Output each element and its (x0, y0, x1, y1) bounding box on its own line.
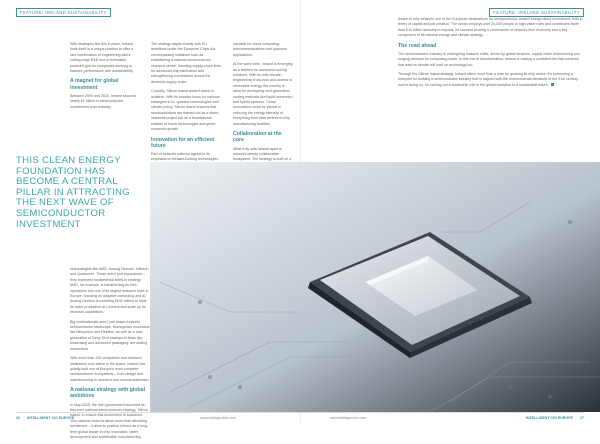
lower-heading: A national strategy with global ambitions (70, 387, 146, 400)
page-number-left: 26 (16, 416, 20, 420)
cpu-chip-photo (150, 162, 600, 412)
col1-heading: A magnet for global investment (70, 78, 119, 91)
column-lower (70, 267, 150, 444)
brand-left: INTELLIGENT CIO EUROPE (27, 416, 75, 420)
column-4 (398, 17, 584, 92)
article-end-icon (551, 83, 554, 86)
page-number-right: 27 (580, 416, 584, 420)
footer-url-left: www.intelligentcio.com (200, 416, 237, 420)
brand-right: INTELLIGENT CIO EUROPE (525, 416, 573, 420)
lower-paragraph-4: In May 2025, the Irish government launched its first-ever national semiconductor strategy, Silicon Island, to ensure this momentum is sustained. This national vision is about more than attracting investment – it aims to position Ireland as a long-term global leader in chip innovation, talent development and sustainable manufacturing. (70, 402, 149, 439)
col4-paragraph-2: The semiconductor industry is undergoing massive shifts, driven by global tensions, supply chain restructuring and surging demand for computing power. In this era of transformation, Ireland is making a confident bet that countries that lead on climate will lead on technology too. (398, 51, 580, 67)
col3-paragraph-1: valuable for cloud computing, telecommunications and quantum applications. (233, 42, 287, 57)
col4-heading: The road ahead (398, 42, 437, 49)
col4-paragraph-1: lesson in why Ireland’s one of the European destinations for semiconductor-related foreign direct investment, both in terms of capital and job creation. The sector employs over 20,000 people in high-value roles and contributes more than €16 billion annually to exports. Its success proving a cornerstone of Ireland’s tech economy and a key component of its national energy and climate strategy. (398, 17, 583, 38)
col2-paragraph-3: Part of Ireland’s national appeal is its emphasis on forward-looking technologies (151, 151, 219, 162)
lower-paragraph-1: heavyweights like AMD, Analog Devices, Infineon and Qualcomm. These aren’t just expansions – they represent fundamental shifts in strategy. AMD, for example, is transforming its Irish operations into one of its largest research hubs in Europe, focusing on adaptive computing and AI. Analog Devices is investing €630 million to triple its wafer production at Limerick and scale up its research capabilities. (70, 267, 149, 315)
col3-paragraph-2: At the same time, Ireland is emerging as a testbed for advanced cooling solutions. With its mild climate, engineering know-how and access to renewable energy, the country is ideal for developing next-generation cooling methods like liquid immersion and hybrid systems. These innovations could be pivotal in reducing the energy intensity of everything from data centres to chip manufacturing facilities. (233, 62, 293, 126)
lower-paragraph-3: With more than 130 companies and research institutions now active in the space, Ireland has quietly built one of Europe’s most complete semiconductor ecosystems – from design and manufacturing to research and commercialisation. (70, 356, 150, 382)
col3-heading: Collaboration at the core (233, 131, 282, 144)
column-1 (70, 42, 136, 114)
footer-rule (16, 412, 584, 413)
footer-left (16, 416, 74, 420)
section-tag-left: FEATURE: IRELAND SUSTAINABILITY (16, 8, 111, 17)
col1-paragraph-1: With strategies like this in place, Ireland finds itself in a unique position to offer a rare combination of engineering talent, cutting-edge R&D and a renewable-powered grid for companies seeking to balance performance with sustainability. (70, 42, 134, 74)
col2-heading: Innovation for an efficient future (151, 136, 215, 149)
pull-quote: THIS CLEAN ENERGY FOUNDATION HAS BECOME A CENTRAL PILLAR IN ATTRACTING THE NEXT WAVE OF SEMICONDUCTOR INVESTMENT (16, 155, 131, 230)
footer-right (526, 416, 584, 420)
lower-paragraph-2: Big multinationals aren’t just drawn Ireland’s semiconductor landscape. Homegrown innovators like Mbryonics and Fieldfisk, as well as a new generation of Deep Tech startups in fields like biosensing and advanced packaging, are adding momentum. (70, 319, 150, 351)
col4-paragraph-3-text: Through the Silicon Island strategy, Ireland offers more than a plan for growing its chip sector. It’s presenting a blueprint for building a semiconductor industry that is aligned with the environmental demands of the 21st century. And in doing so, it’s carving out a leadership role in the global transition to a sustainable future. (398, 72, 579, 87)
footer-url-right: www.intelligentcio.com (330, 416, 367, 420)
col2-paragraph-1: The strategy aligns closely with EU ambitions under the European Chips Act, encompassing initiatives such as establishing a national semiconductor research centre, boosting supply-chain links for advanced chip fabrication and strengthening connections across the domestic supply chain. (151, 42, 221, 84)
col2-paragraph-2: Crucially, Silicon Island doesn’t stand in isolation. With its broader focus on national strategies in AI, quantum technologies and climate policy, Silicon Island ensures that semiconductors are framed not as a stand-industrial project but as a foundational enabler of future technologies and green economic growth. (151, 89, 220, 132)
section-tag-right: FEATURE: IRELAND SUSTAINABILITY (489, 8, 584, 17)
col4-paragraph-3 (398, 72, 584, 88)
col3-paragraph-3: What truly sets Ireland apart is Ireland’s deeply collaborative ecosystem. The strategy is built on a (233, 146, 292, 162)
col1-paragraph-2: Between 2000 and 2020, Ireland secured nearly €1 billion in semiconductor investments from industry (70, 93, 136, 109)
